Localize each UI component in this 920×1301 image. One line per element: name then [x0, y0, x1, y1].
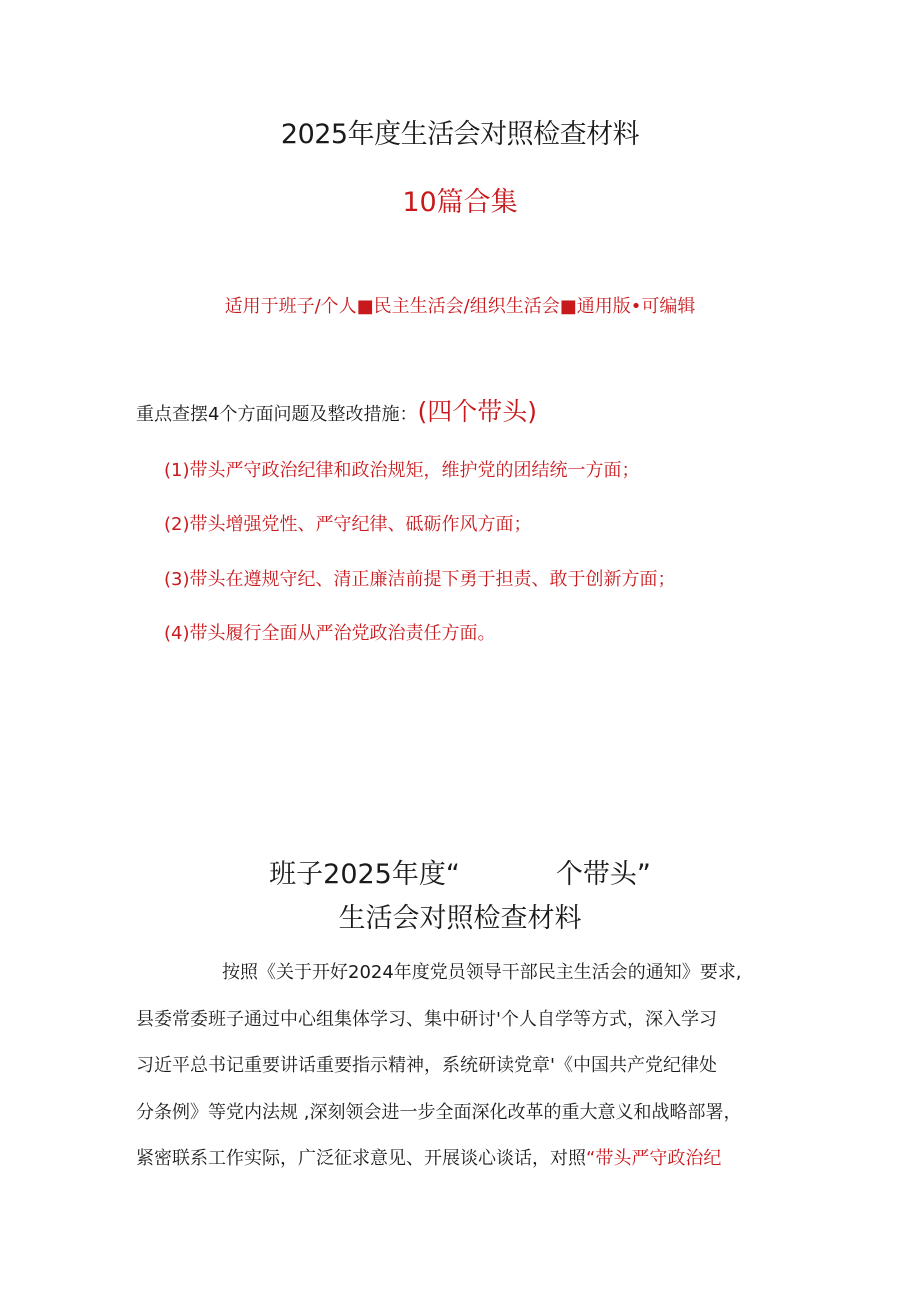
list-item: (3)带头在遵规守纪、清正廉洁前提下勇于担责、敢于创新方面； — [164, 569, 676, 590]
section-title-line2: 生活会对照检查材料 — [338, 903, 582, 934]
list-item: (2)带头增强党性、严守纪律、砥砺作风方面； — [164, 514, 532, 535]
list-item: (1)带头严守政治纪律和政治规矩，维护党的团结统一方面； — [164, 460, 640, 481]
section-title-part2: 个带头” — [555, 859, 651, 890]
focus-heading — [136, 392, 537, 428]
paragraph-line: 分条例》等党内法规 ,深刻领会进一步全面深化改革的重大意义和战略部署， — [136, 1101, 742, 1123]
paragraph-text: 紧密联系工作实际，广泛征求意见、开展谈心谈话，对照 — [136, 1148, 586, 1169]
focus-lead: 重点查摆4个方面问题及整改措施： — [136, 404, 418, 425]
document-subtitle: 10篇合集 — [402, 187, 518, 218]
section-title-part1: 班子2025年度“ — [269, 859, 460, 890]
document-title: 2025年度生活会对照检查材料 — [280, 119, 640, 150]
paragraph-line: 县委常委班子通过中心组集体学习、集中研讨'个人自学等方式，深入学习 — [136, 1008, 717, 1030]
paragraph-line: 按照《关于开好2024年度党员领导干部民主生活会的通知》要求, — [222, 962, 742, 983]
paragraph-line: 习近平总书记重要讲话重要指示精神，系统研读党章'《中国共产党纪律处 — [136, 1055, 717, 1076]
section-title — [0, 852, 920, 891]
list-item: (4)带头履行全面从严治党政治责任方面。 — [164, 623, 496, 644]
applicable-scope: 适用于班子/个人■民主生活会/组织生活会■通用版•可编辑 — [224, 296, 696, 317]
paragraph-line-last — [136, 1136, 796, 1183]
body-paragraph — [136, 950, 796, 1183]
paragraph-highlight: “带头严守政治纪 — [586, 1148, 722, 1169]
focus-highlight: (四个带头) — [417, 397, 537, 426]
